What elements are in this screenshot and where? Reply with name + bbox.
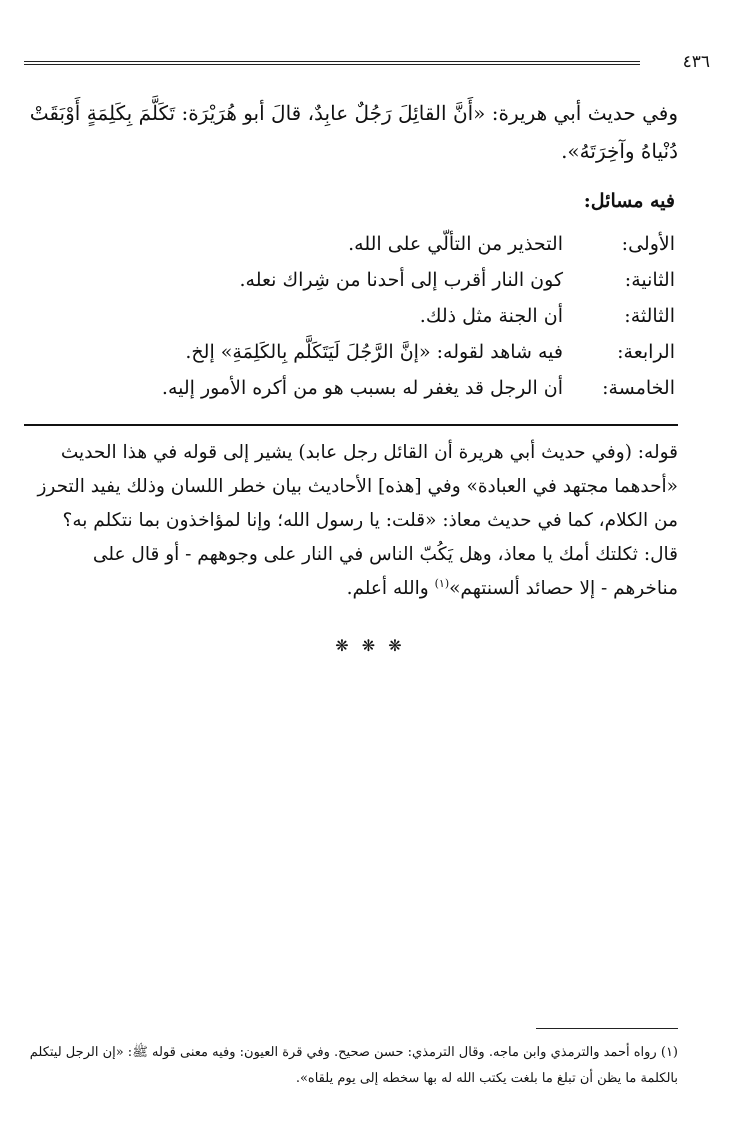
issue-text: كون النار أقرب إلى أحدنا من شِراك نعله. [239,269,563,291]
issue-label: الثانية: [624,269,675,291]
commentary-paragraph [24,436,678,606]
footnote-text: رواه أحمد والترمذي وابن ماجه. وقال الترمذي: حسن صحيح. وفي قرة العيون: وفيه معنى قوله ﷺ: «إن الرجل ليتكلم بالكلمة ما يظن أن تبلغ ما بلغت يكتب الله له بها سخطه إلى يوم يلقاه». [29,1045,678,1086]
issue-text: فيه شاهد لقوله: «إنَّ الرَّجُلَ لَيَتَكَلَّم بِالكَلِمَةِ» إلخ. [185,341,563,363]
issue-label: الرابعة: [617,341,675,363]
footnote-reference[interactable]: (١) [434,576,450,590]
issue-label: الأولى: [621,233,675,255]
issue-text: أن الجنة مثل ذلك. [419,305,563,327]
issue-text: أن الرجل قد يغفر له بسبب هو من أكره الأمور إليه. [161,377,563,399]
footnotes [24,1040,678,1092]
intro-hadith-paragraph: وفي حديث أبي هريرة: «أَنَّ القائِلَ رَجُلٌ عابِدٌ، قالَ أبو هُرَيْرَة: تَكَلَّمَ بِكَلِمَةٍ أَوْبَقَتْ دُنْياهُ وآخِرَتَهُ». [29,101,678,163]
footnote-item [24,1040,678,1092]
issue-item [75,226,675,262]
page-number: ٤٣٦ [677,52,710,72]
section-separator-asterisks: ❋ ❋ ❋ [335,636,406,655]
issue-label: الثالثة: [624,305,675,327]
issues-heading: فيه مسائل: [583,190,675,212]
issue-item [75,334,675,370]
commentary-text: قوله: (وفي حديث أبي هريرة أن القائل رجل عابد) يشير إلى قوله في هذا الحديث «أحدهما مجتهد في العبادة» وفي [هذه] الأحاديث بيان خطر اللسان وذلك يفيد التحرز من الكلام، كما في حديث معاذ: «قلت: يا رسول الله؛ وإنا لمؤاخذون بما نتكلم به؟ قال: ثكلتك أمك يا معاذ، وهل يَكُبّ الناس في النار على وجوههم - أو قال على مناخرهم - إلا حصائد ألسنتهم» [37,442,678,599]
header-rule [24,61,640,65]
page-header [24,52,710,72]
issue-item [75,262,675,298]
commentary-ending: والله أعلم. [346,578,435,599]
footnote-rule [536,1028,678,1029]
issue-text: التحذير من التألّي على الله. [348,233,563,255]
issue-item [75,298,675,334]
section-divider [24,424,678,426]
issue-item [75,370,675,406]
issue-label: الخامسة: [602,377,675,399]
issues-list [75,226,675,406]
footnote-number: (١) [660,1045,678,1060]
